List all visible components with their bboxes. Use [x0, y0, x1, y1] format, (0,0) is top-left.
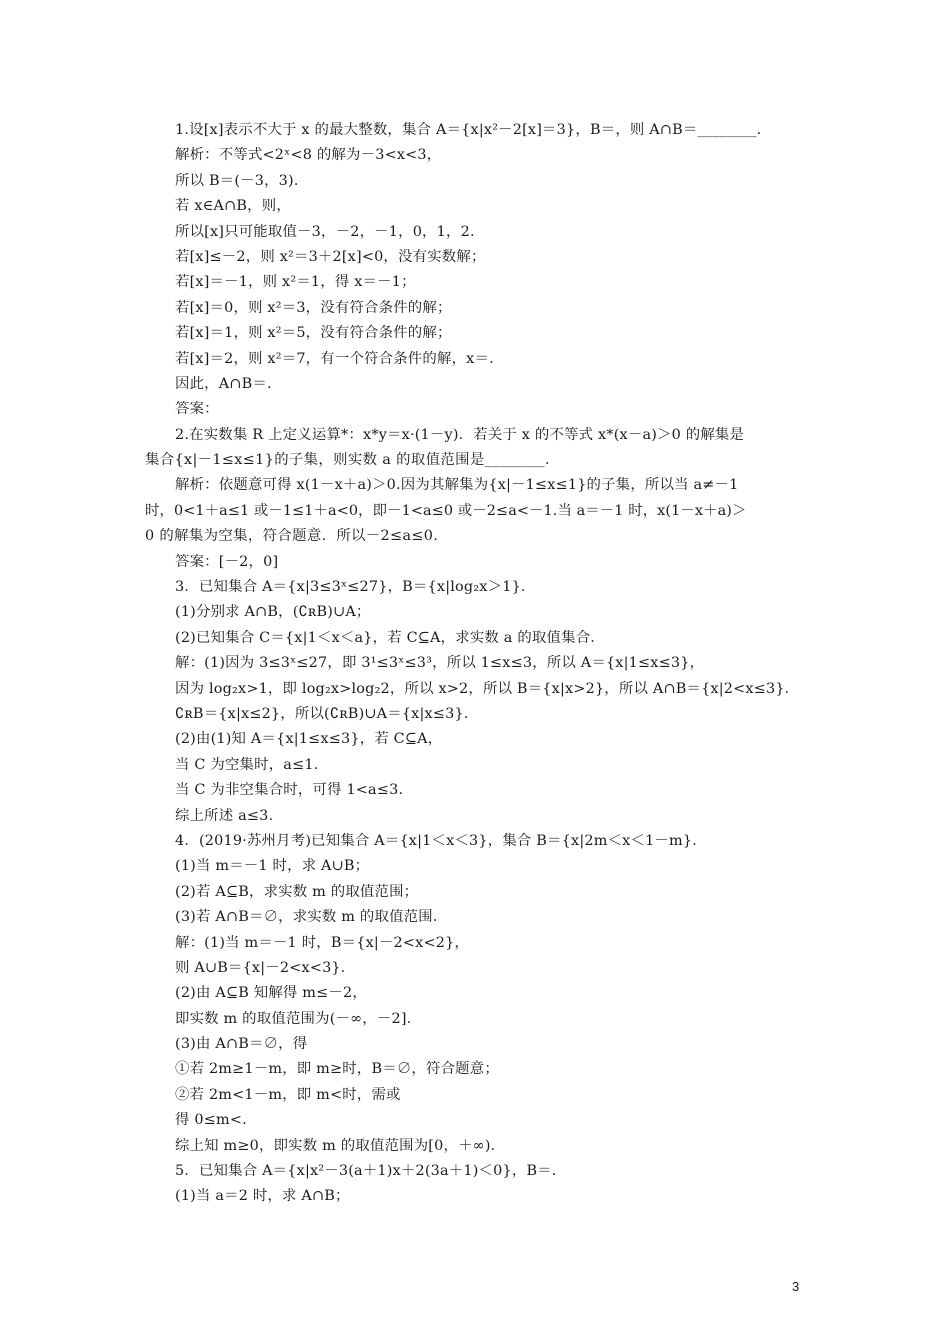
text-line: 若[x]＝－1，则 x²＝1，得 x＝－1； — [175, 274, 416, 291]
text-line: 若[x]＝1，则 x²＝5，没有符合条件的解； — [175, 325, 452, 342]
text-line: 解：(1)当 m＝－1 时，B＝{x|－2<x<2}， — [175, 934, 470, 951]
text-line: (1)当 m＝－1 时，求 A∪B； — [175, 858, 370, 875]
text-line: 集合{x|－1≤x≤1}的子集，则实数 a 的取值范围是________． — [145, 452, 560, 469]
text-line: (2)由 A⊆B 知解得 m≤－2， — [175, 985, 367, 1002]
text-line: 若 x∈A∩B，则， — [175, 198, 291, 215]
text-line: (3)由 A∩B＝∅，得 — [175, 1036, 308, 1053]
page-number: 3 — [792, 1279, 800, 1294]
text-line: 解析：不等式<2ˣ<8 的解为－3<x<3， — [175, 147, 442, 164]
text-line: (3)若 A∩B＝∅，求实数 m 的取值范围． — [175, 909, 448, 926]
text-line: 若[x]≤－2，则 x²＝3＋2[x]<0，没有实数解； — [175, 248, 486, 265]
text-line: 当 C 为非空集合时，可得 1<a≤3. — [175, 782, 404, 799]
text-line: 综上所述 a≤3. — [175, 807, 274, 824]
text-line: 时，0<1＋a≤1 或－1≤1＋a<0，即－1<a≤0 或－2≤a<－1.当 a＝－1 时，x(1－x＋a)＞ — [145, 502, 747, 519]
text-line: 解析：依题意可得 x(1－x＋a)＞0.因为其解集为{x|－1≤x≤1}的子集，所以当 a≠－1 — [175, 477, 739, 494]
text-line: 解：(1)因为 3≤3ˣ≤27，即 3¹≤3ˣ≤3³，所以 1≤x≤3，所以 A＝{x|1≤x≤3}， — [175, 655, 705, 672]
text-line: 1.设[x]表示不大于 x 的最大整数，集合 A＝{x|x²－2[x]＝3}，B＝，则 A∩B＝________． — [175, 122, 772, 138]
text-line: (2)由(1)知 A＝{x|1≤x≤3}，若 C⊆A， — [175, 731, 443, 748]
text-line: 若[x]＝0，则 x²＝3，没有符合条件的解； — [175, 299, 452, 316]
text-line: 3．已知集合 A＝{x|3≤3ˣ≤27}，B＝{x|log₂x＞1}． — [175, 579, 536, 596]
text-line: 当 C 为空集时，a≤1. — [175, 756, 319, 773]
text-line: 2.在实数集 R 上定义运算*：x*y＝x·(1－y)．若关于 x 的不等式 x*(x－a)＞0 的解集是 — [175, 426, 745, 443]
text-line: 答案： — [175, 401, 219, 418]
text-line: 0 的解集为空集，符合题意．所以－2≤a≤0. — [145, 528, 439, 545]
text-line: 综上知 m≥0，即实数 m 的取值范围为[0，＋∞)． — [175, 1137, 506, 1154]
text-line: (2)已知集合 C＝{x|1＜x＜a}，若 C⊆A，求实数 a 的取值集合． — [175, 629, 605, 646]
text-line: 得 0≤m<. — [175, 1112, 247, 1129]
text-line: ①若 2m≥1－m，即 m≥时，B＝∅，符合题意； — [175, 1061, 499, 1078]
text-line: (1)分别求 A∩B，(∁ʀB)∪A； — [175, 604, 371, 621]
text-line: ②若 2m<1－m，即 m<时，需或 — [175, 1086, 401, 1103]
document-body — [0, 118, 950, 1210]
text-line: 因此，A∩B＝. — [175, 375, 272, 392]
text-line: 即实数 m 的取值范围为(－∞，－2]． — [175, 1010, 422, 1027]
text-line: ∁ʀB＝{x|x≤2}，所以(∁ʀB)∪A＝{x|x≤3}． — [175, 705, 479, 722]
text-line: 若[x]＝2，则 x²＝7，有一个符合条件的解，x＝. — [175, 350, 494, 367]
text-line: 则 A∪B＝{x|－2<x<3}． — [175, 959, 356, 976]
text-line: 所以 B＝(－3，3)． — [175, 172, 309, 189]
text-line: (1)当 a＝2 时，求 A∩B； — [175, 1188, 350, 1205]
text-line: 答案：[－2，0] — [175, 553, 279, 570]
text-line: 4．(2019·苏州月考)已知集合 A＝{x|1＜x＜3}，集合 B＝{x|2m＜x＜1－m}． — [175, 832, 707, 849]
text-line: (2)若 A⊆B，求实数 m 的取值范围； — [175, 883, 419, 900]
text-line: 因为 log₂x>1，即 log₂x>log₂2，所以 x>2，所以 B＝{x|x>2}，所以 A∩B＝{x|2<x≤3}． — [175, 680, 800, 697]
text-line: 5．已知集合 A＝{x|x²－3(a＋1)x＋2(3a＋1)＜0}，B＝. — [175, 1163, 557, 1180]
text-line: 所以[x]只可能取值－3，－2，－1，0，1，2. — [175, 223, 475, 240]
